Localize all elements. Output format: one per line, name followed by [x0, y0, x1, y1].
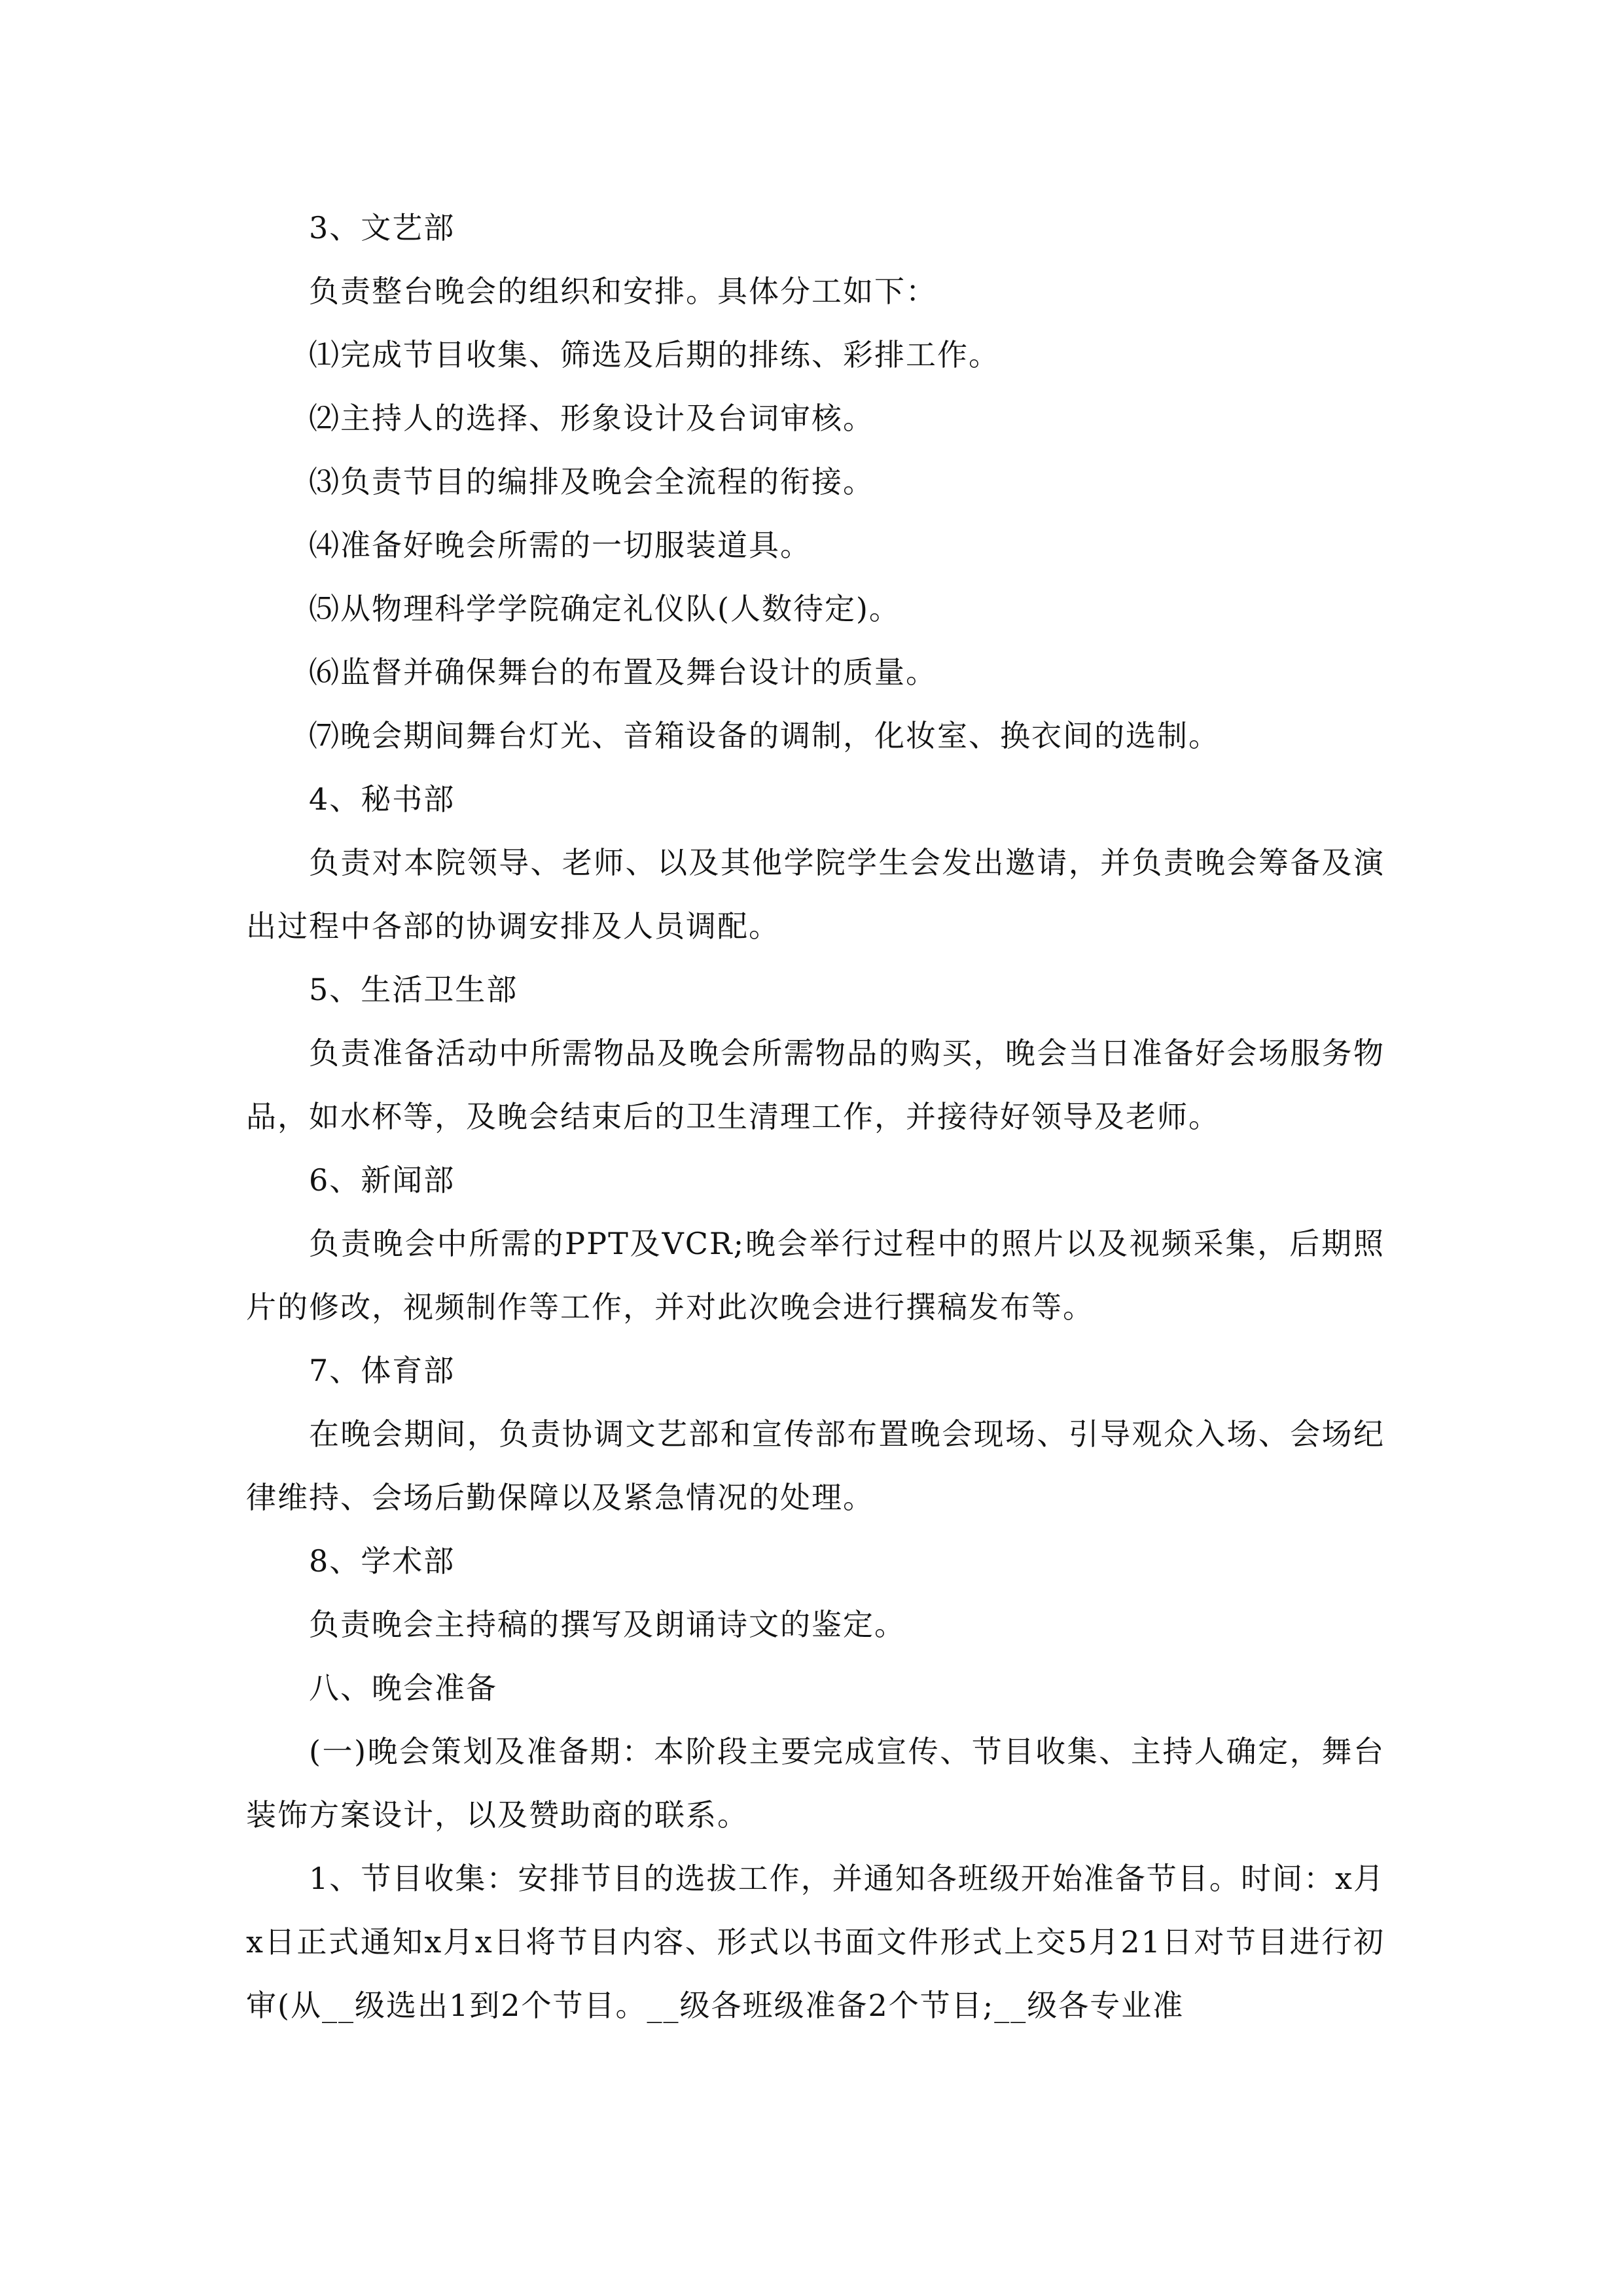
paragraph: 在晚会期间，负责协调文艺部和宣传部布置晚会现场、引导观众入场、会场纪律维持、会场后勤保障以及紧急情况的处理。 [246, 1416, 1385, 1515]
list-item: ⑶负责节目的编排及晚会全流程的衔接。 [309, 464, 874, 499]
paragraph: (一)晚会策划及准备期：本阶段主要完成宣传、节目收集、主持人确定，舞台装饰方案设计，以及赞助商的联系。 [246, 1734, 1385, 1833]
chapter-heading-preparation: 八、晚会准备 [309, 1670, 497, 1706]
paragraph: 负责准备活动中所需物品及晚会所需物品的购买，晚会当日准备好会场服务物品，如水杯等，及晚会结束后的卫生清理工作，并接待好领导及老师。 [246, 1035, 1385, 1134]
document-body [246, 196, 1385, 2037]
section-heading-life-hygiene: 5、生活卫生部 [309, 972, 518, 1007]
list-item: ⑺晚会期间舞台灯光、音箱设备的调制，化妆室、换衣间的选制。 [309, 718, 1220, 753]
list-item: ⑵主持人的选择、形象设计及台词审核。 [309, 401, 874, 436]
list-item: ⑷准备好晚会所需的一切服装道具。 [309, 528, 812, 563]
list-item: ⑹监督并确保舞台的布置及舞台设计的质量。 [309, 655, 937, 690]
list-item: ⑴完成节目收集、筛选及后期的排练、彩排工作。 [309, 337, 1000, 372]
paragraph: 负责对本院领导、老师、以及其他学院学生会发出邀请，并负责晚会筹备及演出过程中各部的协调安排及人员调配。 [246, 845, 1385, 944]
section-heading-arts: 3、文艺部 [309, 210, 455, 245]
section-heading-news: 6、新闻部 [309, 1162, 455, 1198]
section-heading-secretary: 4、秘书部 [309, 781, 455, 817]
section-heading-sports: 7、体育部 [309, 1353, 455, 1388]
paragraph: 1、节目收集：安排节目的选拔工作，并通知各班级开始准备节目。时间：x月x日正式通知x月x日将节目内容、形式以书面文件形式上交5月21日对节目进行初审(从__级选出1到2个节目。__级各班级准备2个节目;__级各专业准 [246, 1861, 1385, 2023]
list-item: ⑸从物理科学学院确定礼仪队(人数待定)。 [309, 591, 901, 626]
paragraph: 负责晚会主持稿的撰写及朗诵诗文的鉴定。 [309, 1607, 906, 1642]
section-heading-academic: 8、学术部 [309, 1543, 455, 1579]
paragraph: 负责整台晚会的组织和安排。具体分工如下： [309, 274, 937, 309]
paragraph: 负责晚会中所需的PPT及VCR;晚会举行过程中的照片以及视频采集，后期照片的修改，视频制作等工作，并对此次晚会进行撰稿发布等。 [246, 1226, 1385, 1325]
